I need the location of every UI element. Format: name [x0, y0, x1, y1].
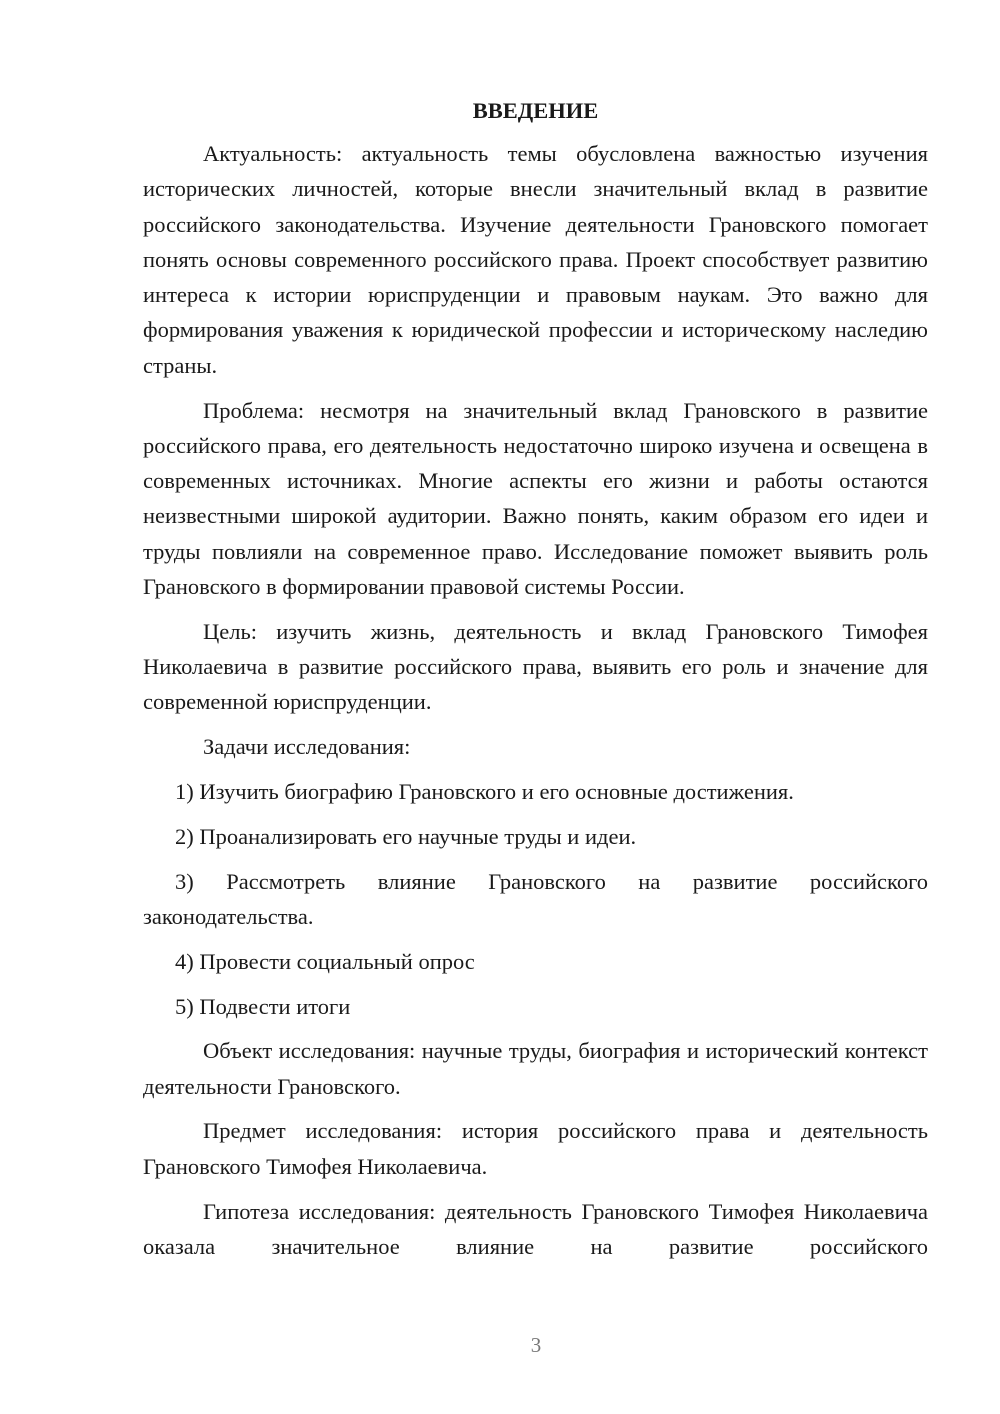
- document-body: [143, 94, 928, 1274]
- paragraph-hypothesis: Гипотеза исследования: деятельность Грановского Тимофея Николаевича оказала значительное влияние на развитие российского: [143, 1198, 928, 1259]
- task-item-2: 2) Проанализировать его научные труды и идеи.: [175, 823, 637, 849]
- paragraph-relevance: Актуальность: актуальность темы обусловлена важностью изучения исторических личностей, которые внесли значительный вклад в развитие российского законодательства. Изучение деятельности Грановского помогает понять основы современного российского права. Проект способствует развитию интереса к истории юриспруденции и правовым наукам. Это важно для формирования уважения к юридической профессии и историческому наследию страны.: [143, 141, 928, 378]
- page-number: 3: [530, 1333, 542, 1357]
- task-item-1: 1) Изучить биографию Грановского и его основные достижения.: [175, 779, 794, 805]
- paragraph-goal: Цель: изучить жизнь, деятельность и вклад Грановского Тимофея Николаевича в развитие российского права, выявить его роль и значение для современной юриспруденции.: [143, 618, 928, 715]
- task-item-5: 5) Подвести итоги: [175, 993, 351, 1019]
- page-title: ВВЕДЕНИЕ: [472, 98, 599, 123]
- paragraph-object: Объект исследования: научные труды, биография и исторический контекст деятельности Грановского.: [143, 1038, 928, 1099]
- paragraph-subject: Предмет исследования: история российского права и деятельность Грановского Тимофея Николаевича.: [143, 1118, 928, 1179]
- paragraph-tasks-heading: Задачи исследования:: [203, 734, 411, 760]
- paragraph-problem: Проблема: несмотря на значительный вклад Грановского в развитие российского права, его деятельность недостаточно широко изучена и освещена в современных источниках. Многие аспекты его жизни и работы остаются неизвестными широкой аудитории. Важно понять, каким образом его идеи и труды повлияли на современное право. Исследование поможет выявить роль Грановского в формировании правовой системы России.: [143, 397, 928, 600]
- task-item-4: 4) Провести социальный опрос: [175, 948, 475, 974]
- task-item-3: 3) Рассмотреть влияние Грановского на развитие российского законодательства.: [143, 868, 928, 929]
